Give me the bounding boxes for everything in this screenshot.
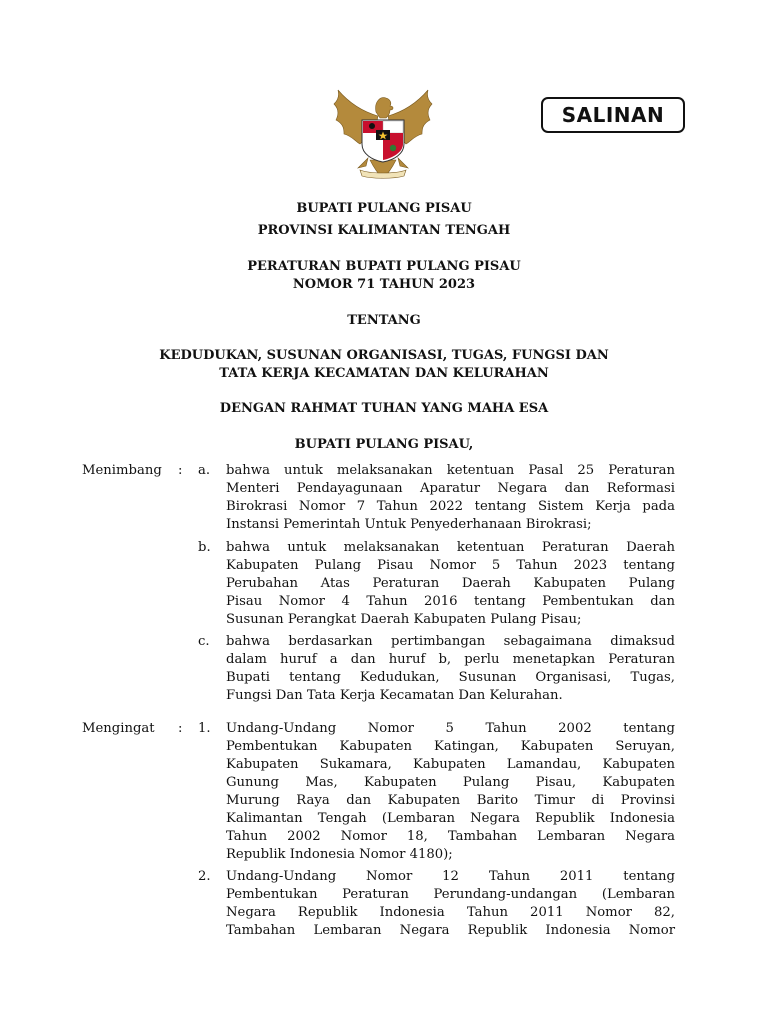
item-line: Kalimantan Tengah (Lembaran Negara Republik Indonesia xyxy=(226,811,675,826)
item-line: Undang-Undang Nomor 5 Tahun 2002 tentang xyxy=(226,721,675,736)
item-line: Pembentukan Peraturan Perundang-undangan (Lembaran xyxy=(226,887,675,902)
item-line: Susunan Perangkat Daerah Kabupaten Pulang Pisau; xyxy=(226,612,582,627)
item-line: bahwa berdasarkan pertimbangan sebagaimana dimaksud xyxy=(226,634,675,649)
item-line: Bupati tentang Kedudukan, Susunan Organisasi, Tugas, xyxy=(226,670,675,685)
item-line: Pembentukan Kabupaten Katingan, Kabupaten Seruyan, xyxy=(226,739,675,754)
item-line: Menteri Pendayagunaan Aparatur Negara dan Reformasi xyxy=(226,481,675,496)
subject-line-2: TATA KERJA KECAMATAN DAN KELURAHAN xyxy=(219,366,549,381)
blessing-line: DENGAN RAHMAT TUHAN YANG MAHA ESA xyxy=(219,401,549,416)
item-line: Undang-Undang Nomor 12 Tahun 2011 tentang xyxy=(226,869,675,884)
item-line: Fungsi Dan Tata Kerja Kecamatan Dan Kelurahan. xyxy=(226,688,563,703)
item-line: dalam huruf a dan huruf b, perlu menetapkan Peraturan xyxy=(226,652,675,667)
menimbang-label: Menimbang xyxy=(82,463,162,478)
item-line: Perubahan Atas Peraturan Daerah Kabupaten Pulang xyxy=(226,576,675,591)
regulation-title: PERATURAN BUPATI PULANG PISAU xyxy=(247,259,521,274)
item-line: Gunung Mas, Kabupaten Pulang Pisau, Kabupaten xyxy=(226,775,675,790)
item-line: Murung Raya dan Kabupaten Barito Timur di Provinsi xyxy=(226,793,675,808)
garuda-emblem-icon xyxy=(330,86,436,186)
item-line: bahwa untuk melaksanakan ketentuan Peraturan Daerah xyxy=(226,540,675,555)
mengingat-label: Mengingat xyxy=(82,721,155,736)
item-line: Kabupaten Sukamara, Kabupaten Lamandau, Kabupaten xyxy=(226,757,675,772)
item-line: Kabupaten Pulang Pisau Nomor 5 Tahun 2023 tentang xyxy=(226,558,675,573)
item-line: Republik Indonesia Nomor 4180); xyxy=(226,847,453,862)
item-marker: b. xyxy=(198,540,211,555)
item-line: Birokrasi Nomor 7 Tahun 2022 tentang Sistem Kerja pada xyxy=(226,499,675,514)
province-title: PROVINSI KALIMANTAN TENGAH xyxy=(257,223,511,238)
subject-line-1: KEDUDUKAN, SUSUNAN ORGANISASI, TUGAS, FUNGSI DAN xyxy=(159,348,609,363)
mengingat-colon: : xyxy=(178,721,183,736)
item-line: Tambahan Lembaran Negara Republik Indonesia Nomor xyxy=(226,923,675,938)
about-heading: TENTANG xyxy=(347,313,421,328)
menimbang-colon: : xyxy=(178,463,183,478)
item-line: Tahun 2002 Nomor 18, Tambahan Lembaran Negara xyxy=(226,829,675,844)
item-line: bahwa untuk melaksanakan ketentuan Pasal 25 Peraturan xyxy=(226,463,675,478)
signatory-line: BUPATI PULANG PISAU, xyxy=(294,437,474,452)
item-marker: c. xyxy=(198,634,210,649)
regulation-number: NOMOR 71 TAHUN 2023 xyxy=(292,277,476,292)
item-line: Negara Republik Indonesia Tahun 2011 Nomor 82, xyxy=(226,905,675,920)
item-marker: 2. xyxy=(198,869,211,884)
salinan-stamp: SALINAN xyxy=(541,97,685,133)
item-line: Instansi Pemerintah Untuk Penyederhanaan Birokrasi; xyxy=(226,517,592,532)
regent-title: BUPATI PULANG PISAU xyxy=(296,201,472,216)
item-line: Pisau Nomor 4 Tahun 2016 tentang Pembentukan dan xyxy=(226,594,675,609)
item-marker: a. xyxy=(198,463,211,478)
item-marker: 1. xyxy=(198,721,211,736)
